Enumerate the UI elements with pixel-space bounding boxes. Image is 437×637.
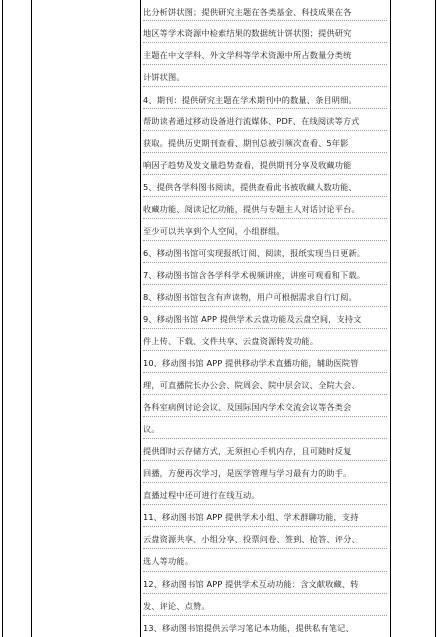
text-line: 理，可直播院长办公会、院周会、院中层会议、全院大会、: [143, 380, 360, 390]
line-rule: [143, 438, 387, 439]
line-rule: [143, 372, 387, 373]
text-line: 发、评论、点赞。: [143, 601, 210, 611]
line-rule: [143, 571, 387, 572]
line-rule: [143, 262, 387, 263]
line-rule: [143, 86, 387, 87]
text-line: 获取。提供历史期刊查看、期刊总被引频次查看、5年影: [143, 138, 349, 148]
text-line: 10、移动图书馆 APP 提供移动学术直播功能，辅助医院管: [143, 358, 359, 368]
text-line: 各科室病例讨论会议、及国际国内学术交流会议等各类会: [143, 402, 352, 412]
text-line: 4、期刊：提供研究主题在学术期刊中的数量、条目明细。: [143, 95, 357, 105]
text-line: 11、移动图书馆 APP 提供学术小组、学术群聊功能，支持: [143, 512, 359, 522]
line-rule: [143, 196, 387, 197]
text-line: 议。: [143, 424, 160, 434]
line-rule: [143, 306, 387, 307]
line-rule: [143, 64, 387, 65]
text-line: 计饼状图。: [143, 72, 185, 82]
text-line: 收藏功能、阅读记忆功能，提供与专题主人对话讨论平台。: [143, 204, 360, 214]
text-line: 云盘资源共享、小组分享、投票问卷、签到、抢答、评分、: [143, 534, 360, 544]
line-rule: [143, 174, 387, 175]
line-rule: [143, 416, 387, 417]
line-rule: [143, 20, 387, 21]
line-rule: [143, 593, 387, 594]
text-line: 选人等功能。: [143, 556, 194, 566]
line-rule: [143, 130, 387, 131]
text-line: 至少可以共享到个人空间，小组群组。: [143, 226, 285, 236]
text-line: 13、移动图书馆提供云学习笔记本功能，提供私有笔记、: [143, 623, 354, 633]
text-line: 提供即时云存储方式，无须担心手机内存，且可随时反复: [143, 446, 352, 456]
column-divider: [390, 0, 391, 637]
text-line: 地区等学术资源中检索结果的数据统计饼状图；提供研究: [143, 28, 352, 38]
line-rule: [143, 394, 387, 395]
text-line: 比分析饼状图；提供研究主题在各类基金、科技成果在各: [143, 7, 352, 17]
line-rule: [143, 152, 387, 153]
requirements-cell: [143, 0, 387, 637]
text-line: 件上传、下载、文件共享、云盘资源转发功能。: [143, 336, 319, 346]
line-rule: [143, 526, 387, 527]
line-rule: [143, 482, 387, 483]
text-line: 直播过程中还可进行在线互动。: [143, 490, 260, 500]
line-rule: [143, 108, 387, 109]
line-rule: [143, 284, 387, 285]
text-line: 12、移动图书馆 APP 提供学术互动功能：含文献收藏、转: [143, 579, 359, 589]
line-rule: [143, 240, 387, 241]
line-rule: [143, 615, 387, 616]
line-rule: [143, 350, 387, 351]
text-line: 主题在中文学科、外文学科等学术资源中所占数量分类统: [143, 50, 352, 60]
column-divider: [140, 0, 141, 637]
text-line: 响因子趋势及发文量趋势查看，提供期刊分享及收藏功能: [143, 160, 352, 170]
text-line: 5、提供各学科图书阅读，提供查看此书被收藏人数功能、: [143, 182, 357, 192]
line-rule: [143, 328, 387, 329]
text-line: 7、移动图书馆含各学科学术视频讲座，讲座可观看和下载。: [143, 270, 366, 280]
text-line: 回播，方便再次学习，是医学管理与学习最有力的助手。: [143, 468, 352, 478]
text-line: 6、移动图书馆可实现报纸订阅、阅读，报纸实现当日更新。: [143, 248, 366, 258]
line-rule: [143, 504, 387, 505]
line-rule: [143, 548, 387, 549]
text-line: 8、移动图书馆包含有声读物，用户可根据需求自行订阅。: [143, 292, 357, 302]
column-divider: [31, 0, 32, 637]
line-rule: [143, 218, 387, 219]
line-rule: [143, 42, 387, 43]
text-line: 帮助读者通过移动设备进行流媒体、PDF、在线阅读等方式: [143, 116, 360, 126]
line-rule: [143, 460, 387, 461]
text-line: 9、移动图书馆 APP 提供学术云盘功能及云盘空间，支持文: [143, 314, 362, 324]
